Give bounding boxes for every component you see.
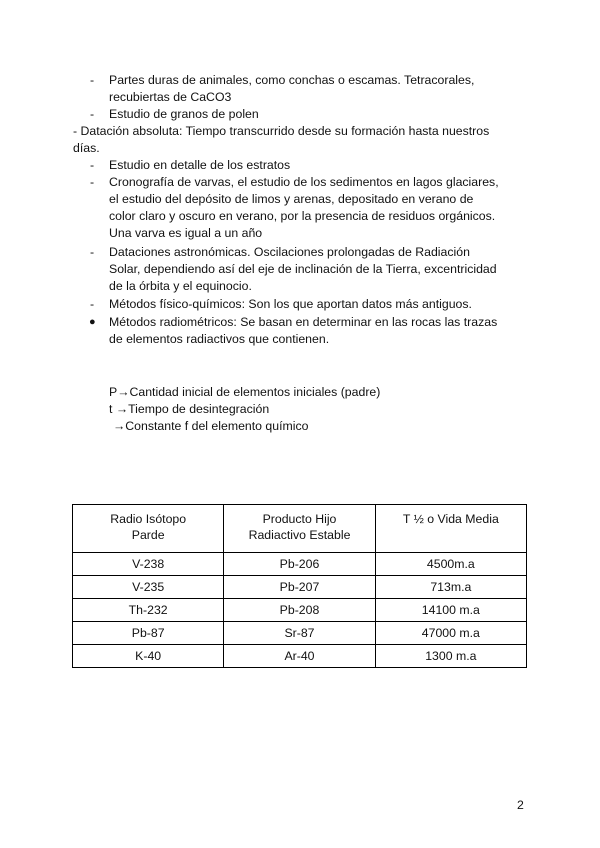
bullet-marker: - bbox=[90, 73, 95, 87]
formula-note-constante: →Constante f del elemento químico bbox=[113, 419, 309, 433]
cell-half-life: 1300 m.a bbox=[375, 645, 526, 668]
cell-isotope: K-40 bbox=[73, 645, 224, 668]
isotope-table bbox=[72, 504, 527, 668]
table-header-row bbox=[73, 505, 527, 553]
bullet-text-line: Una varva es igual a un año bbox=[109, 226, 263, 240]
cell-product: Pb-208 bbox=[224, 599, 375, 622]
header-radio-isotopo: Radio Isótopo Parde bbox=[73, 505, 224, 553]
header-vida-media: T ½ o Vida Media bbox=[375, 505, 526, 553]
bullet-text-line: Estudio de granos de polen bbox=[109, 107, 259, 121]
cell-half-life: 47000 m.a bbox=[375, 622, 526, 645]
cell-half-life: 713m.a bbox=[375, 576, 526, 599]
bullet-text-line: Dataciones astronómicas. Oscilaciones prolongadas de Radiación bbox=[109, 245, 470, 259]
bullet-marker: - bbox=[90, 175, 95, 189]
cell-isotope: Pb-87 bbox=[73, 622, 224, 645]
bullet-marker: - bbox=[90, 245, 95, 259]
table-row bbox=[73, 553, 527, 576]
cell-isotope: V-238 bbox=[73, 553, 224, 576]
cell-isotope: V-235 bbox=[73, 576, 224, 599]
bullet-marker: - bbox=[90, 107, 95, 121]
table-row bbox=[73, 622, 527, 645]
bullet-text-line: Estudio en detalle de los estratos bbox=[109, 158, 291, 172]
cell-product: Pb-206 bbox=[224, 553, 375, 576]
header-producto-hijo: Producto Hijo Radiactivo Estable bbox=[224, 505, 375, 553]
bullet-text-line: Cronografía de varvas, el estudio de los sedimentos en lagos glaciares, bbox=[109, 175, 499, 189]
absolute-dating-line: días. bbox=[73, 141, 100, 155]
page-number: 2 bbox=[517, 798, 524, 812]
cell-half-life: 4500m.a bbox=[375, 553, 526, 576]
bullet-text-line: de la órbita y el equinocio. bbox=[109, 279, 252, 293]
bullet-text-line: el estudio del depósito de limos y arenas, depositado en verano de bbox=[109, 192, 474, 206]
bullet-text-line: color claro y oscuro en verano, por la presencia de residuos orgánicos. bbox=[109, 209, 496, 223]
cell-product: Ar-40 bbox=[224, 645, 375, 668]
bullet-text-line: Métodos radiométricos: Se basan en determinar en las rocas las trazas bbox=[109, 315, 498, 329]
table-row bbox=[73, 645, 527, 668]
bullet-marker: - bbox=[90, 158, 95, 172]
bullet-dot-marker: ● bbox=[89, 316, 96, 328]
formula-note-tiempo: t →Tiempo de desintegración bbox=[109, 402, 270, 416]
absolute-dating-line: - Datación absoluta: Tiempo transcurrido desde su formación hasta nuestros bbox=[73, 124, 490, 138]
bullet-text-line: recubiertas de CaCO3 bbox=[109, 90, 232, 104]
cell-isotope: Th-232 bbox=[73, 599, 224, 622]
bullet-text-line: Partes duras de animales, como conchas o escamas. Tetracorales, bbox=[109, 73, 475, 87]
table-row bbox=[73, 599, 527, 622]
bullet-marker: - bbox=[90, 297, 95, 311]
cell-product: Sr-87 bbox=[224, 622, 375, 645]
cell-product: Pb-207 bbox=[224, 576, 375, 599]
cell-half-life: 14100 m.a bbox=[375, 599, 526, 622]
bullet-text-line: de elementos radiactivos que contienen. bbox=[109, 332, 330, 346]
bullet-text-line: Métodos físico-químicos: Son los que aportan datos más antiguos. bbox=[109, 297, 472, 311]
table-row bbox=[73, 576, 527, 599]
bullet-text-line: Solar, dependiendo así del eje de inclinación de la Tierra, excentricidad bbox=[109, 262, 497, 276]
formula-note-padre: P→Cantidad inicial de elementos iniciales (padre) bbox=[109, 385, 381, 399]
